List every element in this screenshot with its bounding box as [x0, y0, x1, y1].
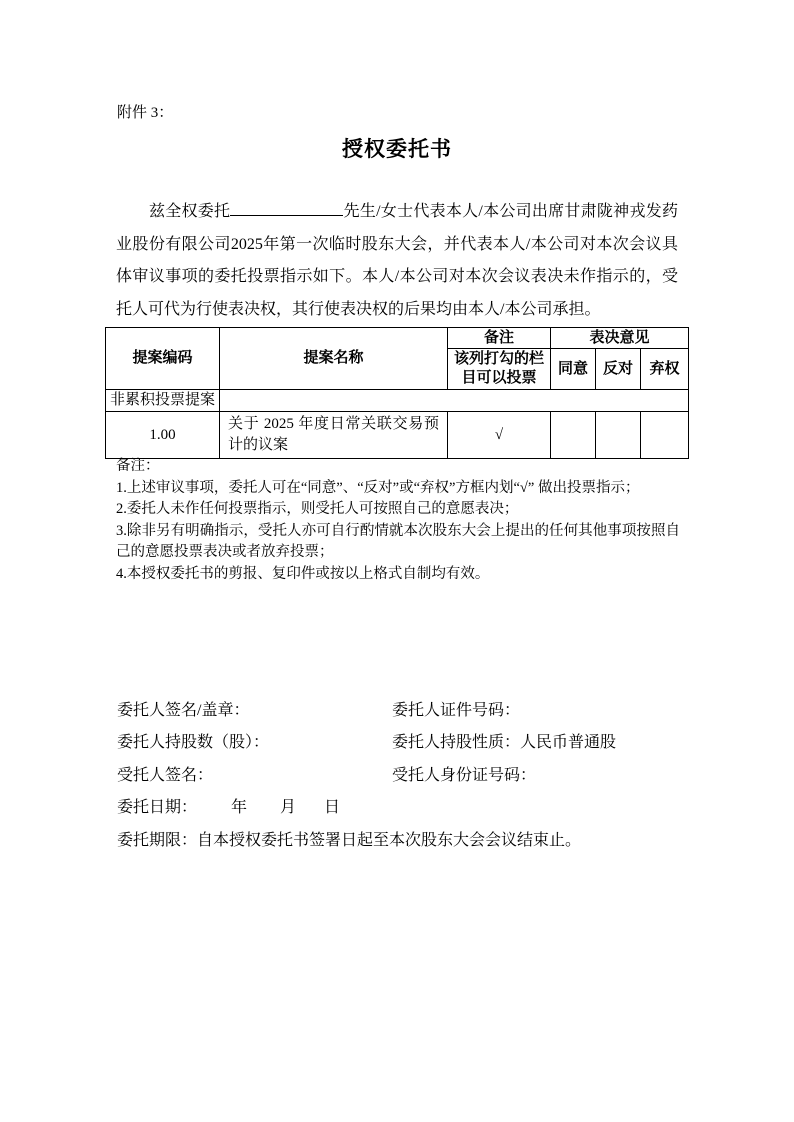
- signature-row-2: [117, 725, 683, 758]
- header-agree: 同意: [551, 349, 596, 390]
- date-label: 委托日期：: [117, 799, 198, 817]
- notes-section: [116, 456, 680, 585]
- header-remark: 备注: [448, 328, 551, 349]
- validity-row: [117, 822, 683, 855]
- note-item-2: 2.委托人未作任何投票指示，则受托人可按照自己的意愿表决；: [116, 501, 519, 517]
- signature-row-3: [117, 757, 683, 790]
- principal-id-number-label: 委托人证件号码：: [392, 701, 521, 719]
- page-title: 授权委托书: [342, 137, 452, 161]
- cell-agree: [551, 412, 596, 459]
- cell-remark-checkmark: √: [448, 412, 551, 459]
- header-against: 反对: [596, 349, 641, 390]
- cell-proposal-name: 关于 2025 年度日常关联交易预计的议案: [220, 412, 448, 459]
- attachment-label: 附件 3：: [117, 105, 174, 121]
- notes-title: 备注：: [116, 458, 160, 474]
- date-month-label: 月: [280, 799, 297, 817]
- header-abstain: 弃权: [641, 349, 689, 390]
- header-voting-opinion: 表决意见: [551, 328, 689, 349]
- date-day-label: 日: [324, 799, 341, 817]
- proposal-table: [105, 327, 689, 459]
- cell-proposal-code: 1.00: [106, 412, 220, 459]
- signature-row-1: [117, 692, 683, 725]
- header-proposal-name: 提案名称: [220, 328, 448, 390]
- principal-signature-label: 委托人签名/盖章：: [117, 701, 250, 719]
- intro-rest: 先生/女士代表本人/本公司出席甘肃陇神戎发药业股份有限公司2025年第一次临时股东大会，并代表本人/本公司对本次会议具体审议事项的委托投票指示如下。本人/本公司对本次会议表决未作指示的，受托人可代为行使表决权，其行使表决权的后果均由本人/本公司承担。: [116, 203, 678, 318]
- table-section-row: [106, 390, 689, 412]
- signature-date-row: [117, 790, 683, 823]
- intro-lead: 兹全权委托: [149, 203, 231, 220]
- note-item-4: 4.本授权委托书的剪报、复印件或按以上格式自制均有效。: [116, 565, 490, 582]
- validity-text: 委托期限：自本授权委托书签署日起至本次股东大会会议结束止。: [117, 831, 582, 849]
- cell-abstain: [641, 412, 689, 459]
- intro-paragraph: [116, 196, 678, 326]
- note-item-3: 3.除非另有明确指示，受托人亦可自行酌情就本次股东大会上提出的任何其他事项按照自己的意愿投票表决或者放弃投票；: [116, 522, 680, 560]
- header-proposal-code: 提案编码: [106, 328, 220, 390]
- signature-section: [117, 692, 683, 855]
- date-year-label: 年: [231, 799, 248, 817]
- section-empty-cell: [220, 390, 689, 412]
- proxy-id-number-label: 受托人身份证号码：: [392, 766, 537, 784]
- table-header-row-1: [106, 328, 689, 349]
- note-item-1: 1.上述审议事项，委托人可在“同意”、“反对”或“弃权”方框内划“√” 做出投票指示；: [116, 479, 640, 496]
- cell-against: [596, 412, 641, 459]
- proxy-name-blank: [230, 202, 343, 216]
- section-label-cell: 非累积投票提案: [106, 390, 220, 412]
- principal-shares-label: 委托人持股数（股）：: [117, 734, 270, 752]
- principal-share-type-label: 委托人持股性质：人民币普通股: [392, 734, 617, 752]
- table-row: [106, 412, 689, 459]
- header-remark-sub: 该列打勾的栏目可以投票: [448, 349, 551, 390]
- proxy-signature-label: 受托人签名：: [117, 766, 214, 784]
